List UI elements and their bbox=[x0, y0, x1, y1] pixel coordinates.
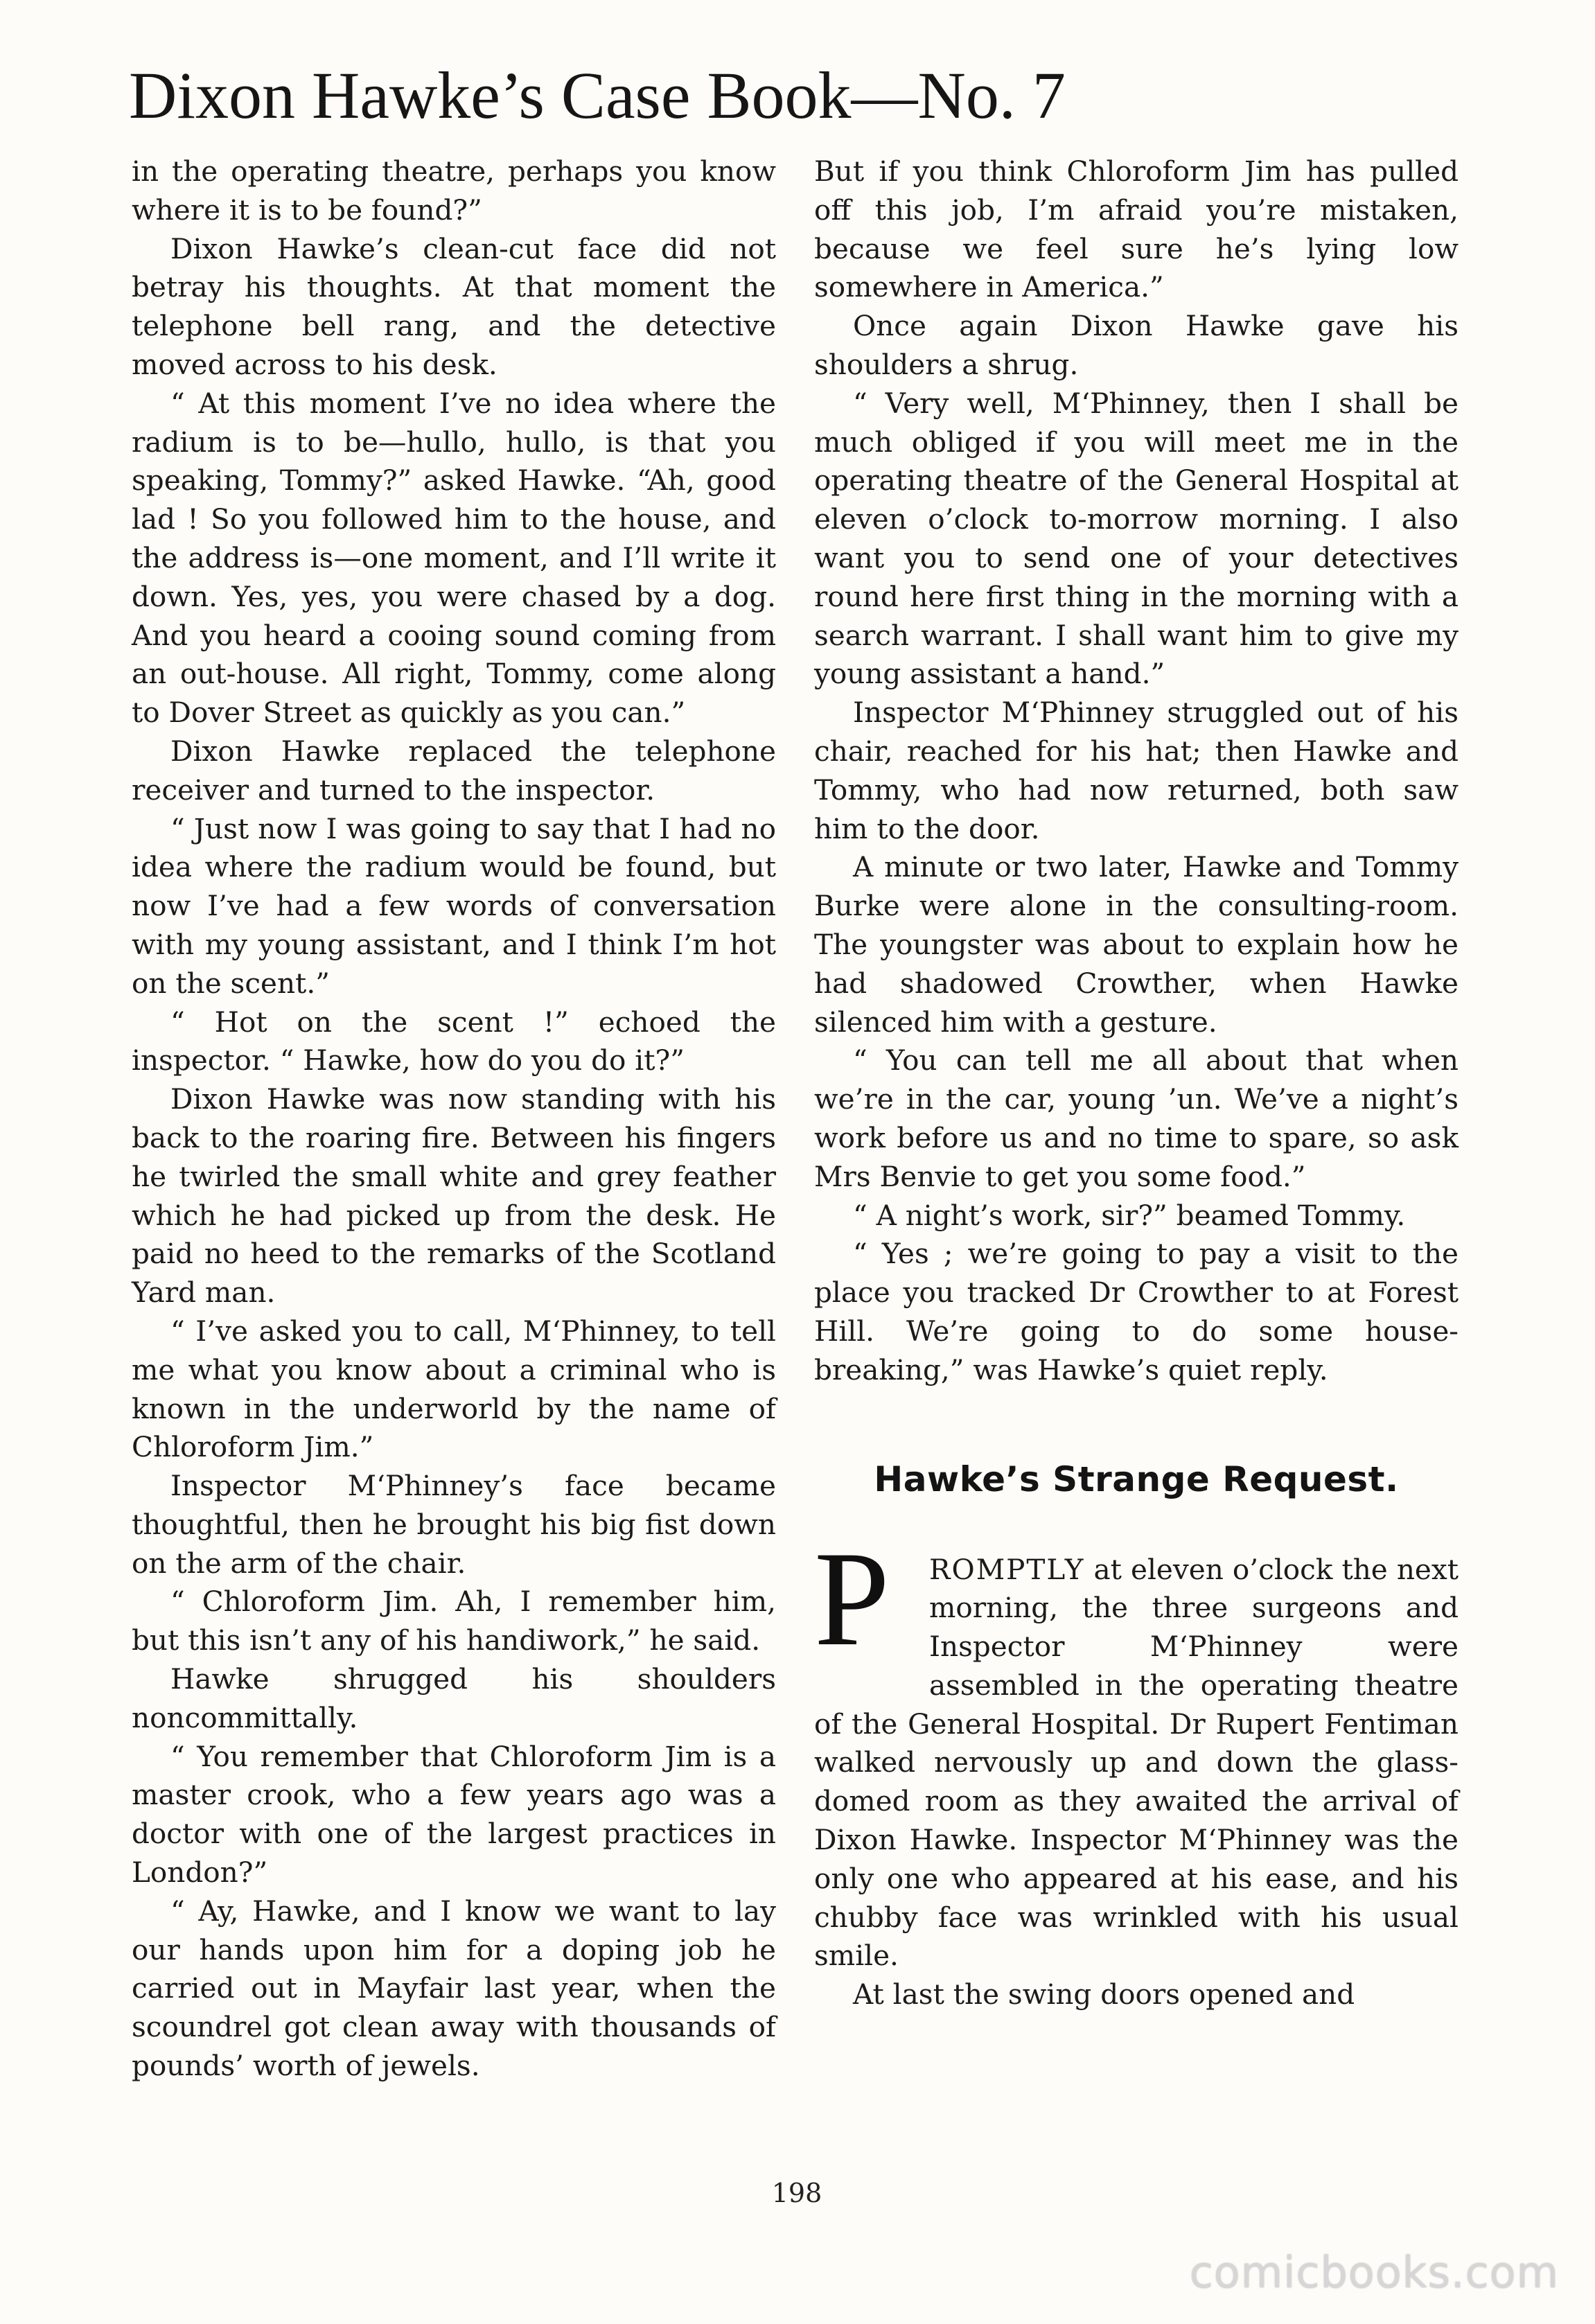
paragraph: Dixon Hawke was now standing with his back to the roaring fire. Between his fingers he twirled the small white and grey feather which he had picked up from the desk. He paid no heed to the remarks of the Scotland Yard man. bbox=[132, 1082, 776, 1310]
lead-text: at eleven o’clock the next morning, the three surgeons and Inspector M‘Phinney were assembled in the operating theatre of the General Hospital. Dr Rupert Fentiman walked nervously up and down the glass-domed room as they awaited the arrival of Dixon Hawke. Inspector M‘Phinney was the only one who appeared at his ease, and his chubby face was wrinkled with his usual smile. bbox=[814, 1552, 1459, 1973]
paragraph: Dixon Hawke’s clean-cut face did not betray his thoughts. At that moment the telephone bell rang, and the detective moved across to his desk. bbox=[132, 231, 776, 381]
paragraph: “ You remember that Chloroform Jim is a master crook, who a few years ago was a doctor with one of the largest practices in London?” bbox=[132, 1739, 776, 1890]
paragraph: “ At this moment I’ve no idea where the radium is to be—hullo, hullo, is that you speaking, Tommy?” asked Hawke. “Ah, good lad ! So you followed him to the house, and the address is—one moment, and I’ll write it down. Yes, yes, you were chased by a dog. And you heard a cooing sound coming from an out-house. All right, Tommy, come along to Dover Street as quickly as you can.” bbox=[132, 386, 776, 730]
paragraph: Dixon Hawke replaced the telephone receiver and turned to the inspector. bbox=[132, 734, 776, 807]
paragraph: At last the swing doors opened and bbox=[853, 1978, 1355, 2012]
paragraph: Inspector M‘Phinney struggled out of his chair, reached for his hat; then Hawke and Tommy, who had now returned, both saw him to the door. bbox=[814, 696, 1459, 845]
section-heading: Hawke’s Strange Request. bbox=[874, 1459, 1399, 1499]
paragraph: “ Yes ; we’re going to pay a visit to the place you tracked Dr Crowther to at Forest Hill. We’re going to do some house-breaking,” was Hawke’s quiet reply. bbox=[814, 1237, 1459, 1387]
paragraph: “ Chloroform Jim. Ah, I remember him, but this isn’t any of his handiwork,” he said. bbox=[132, 1585, 776, 1657]
drop-cap: P bbox=[814, 1523, 890, 1674]
paragraph: Hawke shrugged his shoulders noncommittally. bbox=[132, 1662, 776, 1734]
page-number: 198 bbox=[771, 2178, 822, 2208]
paragraph: A minute or two later, Hawke and Tommy Burke were alone in the consulting-room. The youngster was about to explain how he had shadowed Crowther, when Hawke silenced him with a gesture. bbox=[814, 850, 1459, 1039]
left-column bbox=[132, 152, 776, 2086]
paragraph: “ Ay, Hawke, and I know we want to lay our hands upon him for a doping job he carried out in Mayfair last year, when the scoundrel got clean away with thousands of pounds’ worth of jewels. bbox=[132, 1894, 776, 2083]
drop-cap-box bbox=[814, 1523, 925, 1674]
paragraph: “ Hot on the scent !” echoed the inspector. “ Hawke, how do you do it?” bbox=[132, 1005, 776, 1077]
paragraph: in the operating theatre, perhaps you know where it is to be found?” bbox=[132, 155, 776, 227]
watermark: comicbooks.com bbox=[1189, 2247, 1559, 2298]
paragraph: “ Very well, M‘Phinney, then I shall be much obliged if you will meet me in the operating theatre of the General Hospital at eleven o’clock to-morrow morning. I also want you to send one of your detectives round here first thing in the morning with a search warrant. I shall want him to give my young assistant a hand.” bbox=[814, 386, 1459, 691]
right-column bbox=[814, 152, 1459, 2014]
paragraph: “ A night’s work, sir?” beamed Tommy. bbox=[853, 1198, 1406, 1232]
paragraph: “ I’ve asked you to call, M‘Phinney, to tell me what you know about a criminal who is known in the underworld by the name of Chloroform Jim.” bbox=[132, 1314, 776, 1464]
paragraph: But if you think Chloroform Jim has pulled off this job, I’m afraid you’re mistaken, because we feel sure he’s lying low somewhere in America.” bbox=[814, 155, 1459, 304]
paragraph: “ You can tell me all about that when we’re in the car, young ’un. We’ve a night’s work before us and no time to spare, so ask Mrs Benvie to get you some food.” bbox=[814, 1044, 1459, 1193]
lead-caps: ROMPTLY bbox=[929, 1552, 1085, 1586]
paragraph: Once again Dixon Hawke gave his shoulders a shrug. bbox=[814, 309, 1459, 381]
paragraph: Inspector M‘Phinney’s face became thoughtful, then he brought his big fist down on the arm of the chair. bbox=[132, 1469, 776, 1580]
page-title: Dixon Hawke’s Case Book—No. 7 bbox=[129, 58, 1066, 132]
paragraph: “ Just now I was going to say that I had no idea where the radium would be found, but now I’ve had a few words of conversation with my young assistant, and I think I’m hot on the scent.” bbox=[132, 811, 776, 1000]
